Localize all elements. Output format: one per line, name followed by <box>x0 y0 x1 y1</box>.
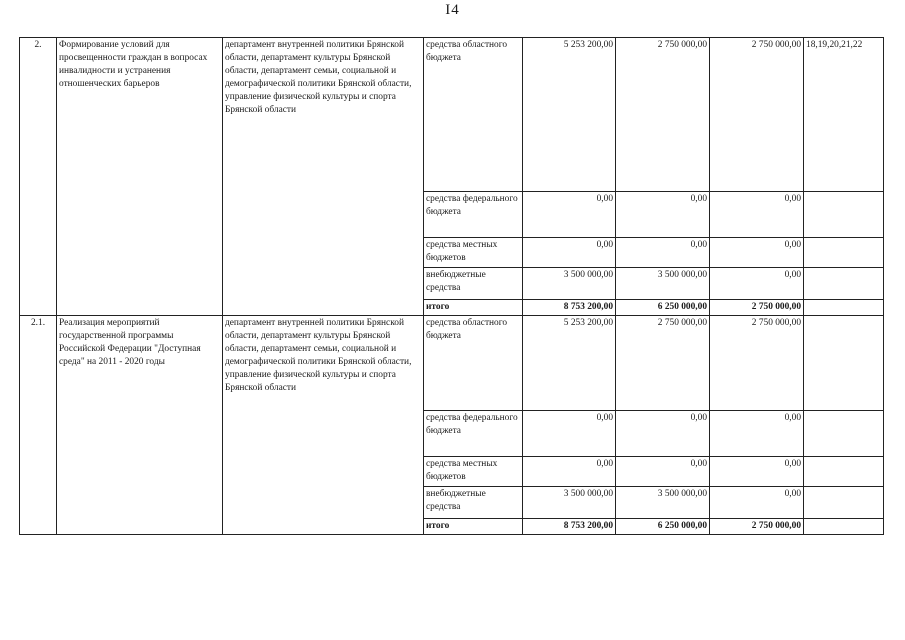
amount-year-1: 6 250 000,00 <box>616 300 710 316</box>
indicator-cell <box>804 238 884 268</box>
amount-year-2: 2 750 000,00 <box>710 38 804 192</box>
amount-total: 8 753 200,00 <box>523 519 616 535</box>
amount-total: 8 753 200,00 <box>523 300 616 316</box>
indicator-cell <box>804 519 884 535</box>
source-label: внебюджетные средства <box>424 487 523 519</box>
budget-table <box>19 37 884 535</box>
indicator-cell <box>804 487 884 519</box>
amount-year-1: 6 250 000,00 <box>616 519 710 535</box>
source-label: итого <box>424 519 523 535</box>
indicator-cell <box>804 268 884 300</box>
amount-year-1: 2 750 000,00 <box>616 38 710 192</box>
amount-total: 0,00 <box>523 411 616 457</box>
amount-total: 5 253 200,00 <box>523 316 616 411</box>
amount-year-2: 2 750 000,00 <box>710 519 804 535</box>
amount-total: 0,00 <box>523 457 616 487</box>
amount-year-1: 0,00 <box>616 238 710 268</box>
source-label: средства федерального бюджета <box>424 192 523 238</box>
source-label: средства местных бюджетов <box>424 238 523 268</box>
executor-cell: департамент внутренней политики Брянской области, департамент культуры Брянской области, департамент семьи, социальной и демографической политики Брянской области, управление физической культуры и спорта Брянской области <box>223 38 424 316</box>
amount-total: 5 253 200,00 <box>523 38 616 192</box>
amount-year-2: 0,00 <box>710 411 804 457</box>
source-label: средства областного бюджета <box>424 38 523 192</box>
indicator-cell <box>804 457 884 487</box>
amount-total: 3 500 000,00 <box>523 487 616 519</box>
amount-total: 0,00 <box>523 238 616 268</box>
amount-year-1: 3 500 000,00 <box>616 268 710 300</box>
amount-year-2: 0,00 <box>710 192 804 238</box>
indicator-cell <box>804 300 884 316</box>
row-number: 2. <box>20 38 57 316</box>
table-row <box>20 38 884 192</box>
amount-year-2: 0,00 <box>710 457 804 487</box>
source-label: средства федерального бюджета <box>424 411 523 457</box>
source-label: средства местных бюджетов <box>424 457 523 487</box>
indicator-cell <box>804 411 884 457</box>
table-row <box>20 316 884 411</box>
executor-cell: департамент внутренней политики Брянской области, департамент культуры Брянской области, департамент семьи, социальной и демографической политики Брянской области, управление физической культуры и спорта Брянской области <box>223 316 424 535</box>
row-number: 2.1. <box>20 316 57 535</box>
indicator-numbers: 18,19,20,21,22 <box>804 38 884 192</box>
indicator-numbers <box>804 316 884 411</box>
source-label: внебюджетные средства <box>424 268 523 300</box>
amount-total: 0,00 <box>523 192 616 238</box>
measure-name: Формирование условий для просвещенности граждан в вопросах инвалидности и устранения отношенческих барьеров <box>57 38 223 316</box>
measure-name: Реализация мероприятий государственной программы Российской Федерации "Доступная среда" на 2011 - 2020 годы <box>57 316 223 535</box>
amount-total: 3 500 000,00 <box>523 268 616 300</box>
amount-year-2: 2 750 000,00 <box>710 316 804 411</box>
amount-year-1: 0,00 <box>616 192 710 238</box>
source-label: средства областного бюджета <box>424 316 523 411</box>
indicator-cell <box>804 192 884 238</box>
page-number: I4 <box>445 2 460 18</box>
source-label: итого <box>424 300 523 316</box>
amount-year-1: 3 500 000,00 <box>616 487 710 519</box>
amount-year-2: 0,00 <box>710 268 804 300</box>
amount-year-1: 0,00 <box>616 457 710 487</box>
amount-year-2: 0,00 <box>710 487 804 519</box>
amount-year-1: 0,00 <box>616 411 710 457</box>
amount-year-2: 0,00 <box>710 238 804 268</box>
amount-year-2: 2 750 000,00 <box>710 300 804 316</box>
amount-year-1: 2 750 000,00 <box>616 316 710 411</box>
